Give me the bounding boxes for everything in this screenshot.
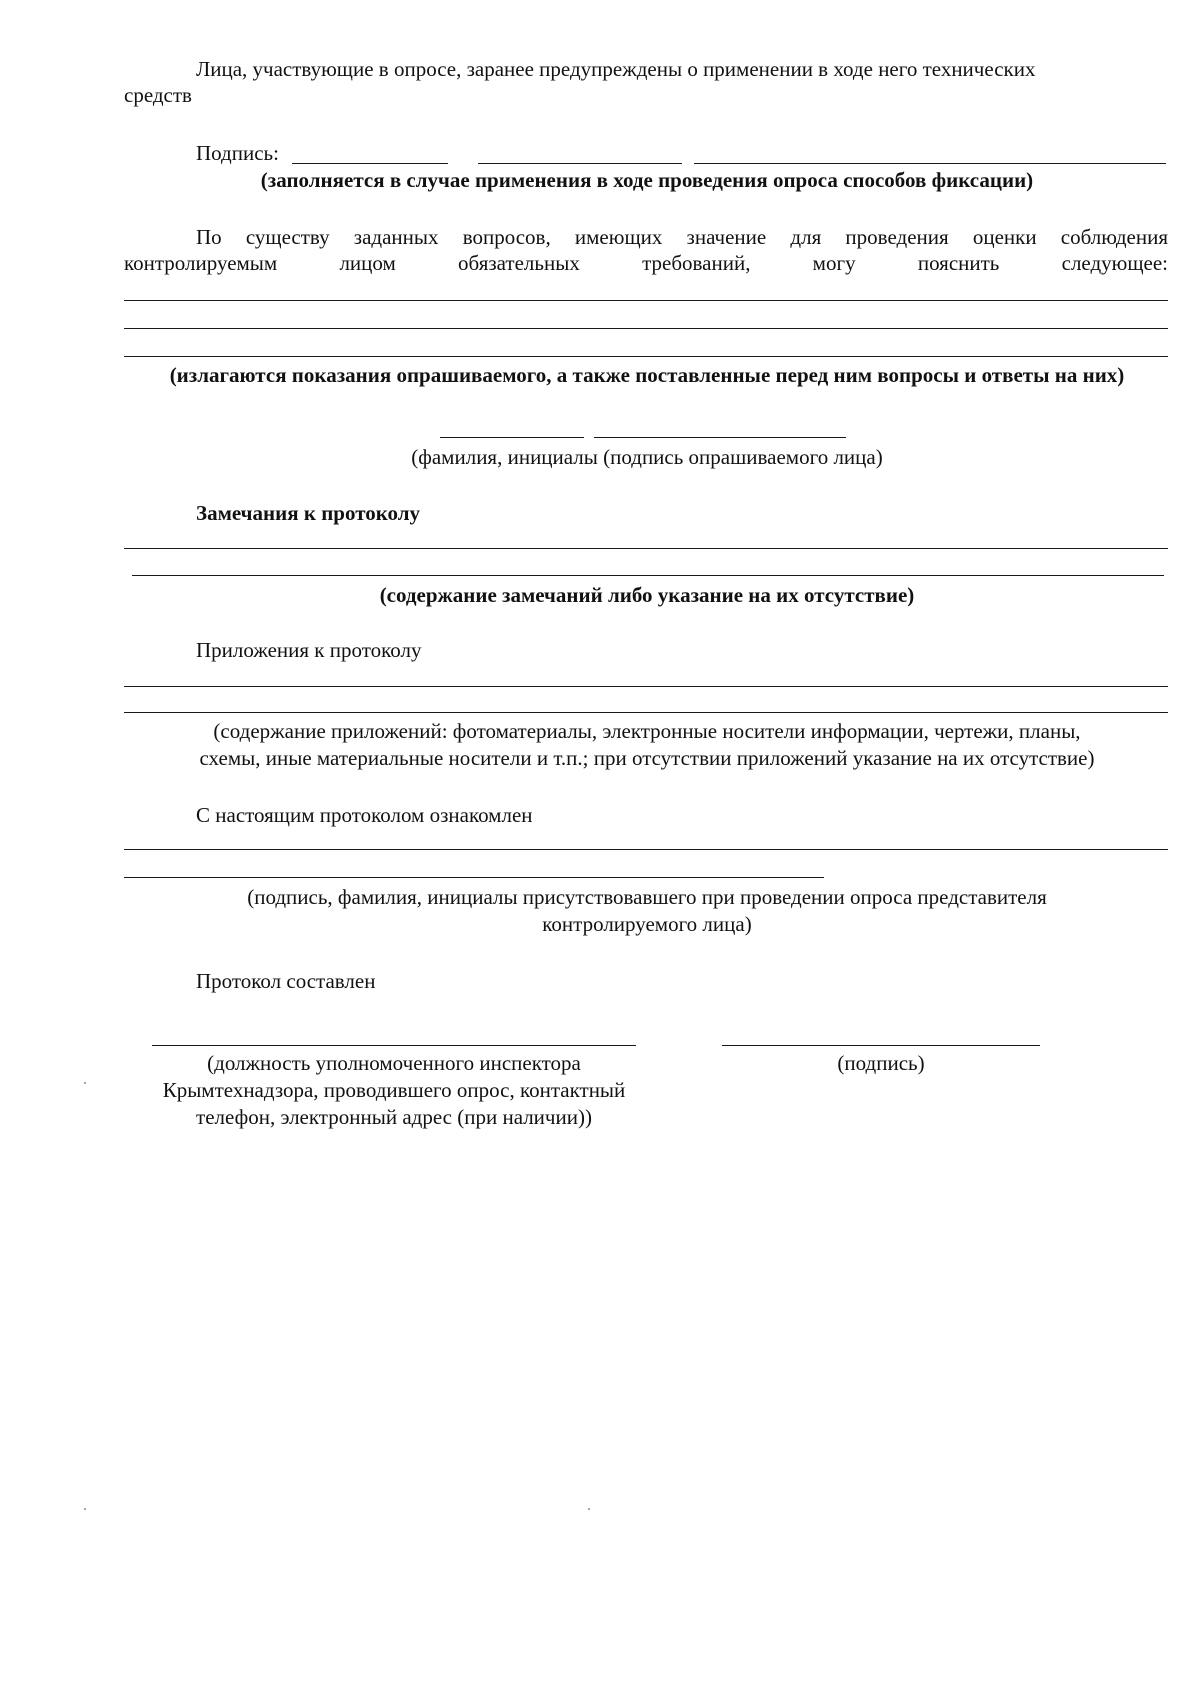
inspector-position-note-line-2: Крымтехнадзора, проводившего опрос, контактный [162, 1078, 626, 1102]
inspector-signature-field[interactable] [722, 1045, 1040, 1046]
signature-field-3[interactable] [694, 163, 1166, 164]
respondent-name-field[interactable] [440, 437, 584, 438]
inspector-position-field[interactable] [152, 1045, 636, 1046]
intro-line-1: Лица, участвующие в опросе, заранее предупреждены о применении в ходе него технических [196, 57, 1036, 81]
respondent-note: (фамилия, инициалы (подпись опрашиваемого лица) [411, 445, 883, 469]
scan-speck [588, 1508, 590, 1510]
remarks-field-1[interactable] [124, 548, 1168, 549]
signature-field-1[interactable] [292, 163, 448, 164]
scan-speck [84, 1082, 86, 1084]
testimony-line-2: контролируемым лицом обязательных требований, могу пояснить следующее: [124, 251, 1168, 275]
inspector-position-note-line-3: телефон, электронный адрес (при наличии)) [196, 1105, 592, 1129]
compiled-label: Протокол составлен [196, 969, 376, 993]
remarks-label: Замечания к протоколу [196, 501, 421, 525]
attachments-field-2[interactable] [124, 712, 1168, 713]
scan-speck [84, 1508, 86, 1510]
intro-line-2: средств [124, 83, 192, 107]
acquainted-note-line-2: контролируемого лица) [542, 912, 752, 936]
signature-label: Подпись: [196, 141, 279, 165]
attachments-note-line-1: (содержание приложений: фотоматериалы, электронные носители информации, чертежи, планы, [213, 719, 1081, 743]
testimony-field-2[interactable] [124, 328, 1168, 329]
respondent-signature-field[interactable] [594, 437, 846, 438]
inspector-position-note-line-1: (должность уполномоченного инспектора [207, 1051, 581, 1075]
inspector-signature-note: (подпись) [837, 1051, 925, 1075]
attachments-label: Приложения к протоколу [196, 638, 422, 662]
acquainted-field-1[interactable] [124, 849, 1168, 850]
acquainted-label: С настоящим протоколом ознакомлен [196, 803, 533, 827]
testimony-line-1: По существу заданных вопросов, имеющих значение для проведения оценки соблюдения [196, 225, 1168, 249]
attachments-note-line-2: схемы, иные материальные носители и т.п.; при отсутствии приложений указание на их отсутствие) [199, 746, 1095, 770]
remarks-field-2[interactable] [132, 575, 1164, 576]
testimony-note: (излагаются показания опрашиваемого, а также поставленные перед ним вопросы и ответы на них) [169, 363, 1125, 387]
attachments-field-1[interactable] [124, 686, 1168, 687]
testimony-field-1[interactable] [124, 300, 1168, 301]
acquainted-field-2[interactable] [124, 877, 824, 878]
signature-field-2[interactable] [478, 163, 682, 164]
remarks-note: (содержание замечаний либо указание на их отсутствие) [379, 583, 915, 607]
signature-note: (заполняется в случае применения в ходе проведения опроса способов фиксации) [260, 168, 1034, 192]
acquainted-note-line-1: (подпись, фамилия, инициалы присутствовавшего при проведении опроса представителя [247, 885, 1047, 909]
testimony-field-3[interactable] [124, 356, 1168, 357]
